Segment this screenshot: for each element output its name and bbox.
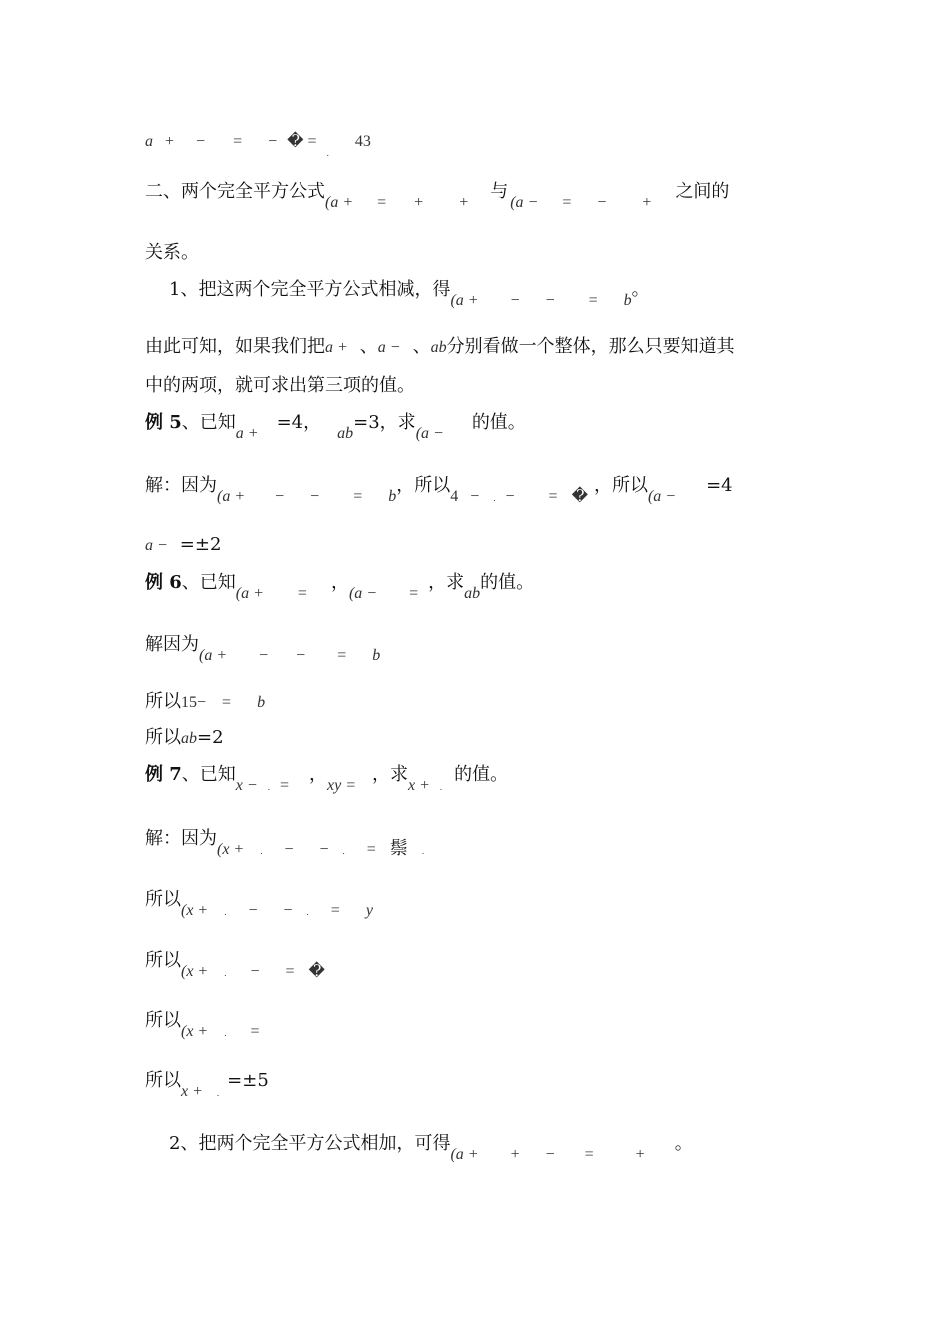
line-6: 中的两项，就可求出第三项的值。 [145,375,415,396]
example-label: 例 7 [145,764,182,785]
example-7-solution: 解：因为(x + $_.$ − − $_.$ = 鬃 $_.$ [145,828,425,859]
line-19: 所以x + $_.$=±5 [145,1070,269,1100]
example-5-line: 例 5、已知a +=4，ab=3，求(a −的值。 [145,412,526,442]
example-6-line: 例 6、已知(a + =，(a − =，求ab的值。 [145,572,535,602]
line-1: a + − = − � $=_.43$ [145,133,371,158]
line-13: 所以ab=2 [145,727,224,748]
line-5: 由此可知，如果我们把a + 、a − 、ab分别看做一个整体，那么只要知道其 [145,336,735,357]
line-4: 1、把这两个完全平方公式相减，得(a + − − = b。 [169,279,650,309]
line-12: 所以15− = b [145,691,266,712]
example-7-line: 例 7、已知x − $_.$ =，xy =，求x + $_.$的值。 [145,764,509,794]
example-5-solution: 解：因为(a + − − = b，所以4 − $_.$ − = �，所以(a −=4 [145,475,733,505]
line-9: a − =±2 [145,534,222,555]
line-20: 2、把两个完全平方公式相加，可得(a + + − = +。 [169,1133,693,1163]
line-17: 所以(x + $_.$ − = � [145,950,325,980]
math-var: a [145,133,153,150]
example-label: 例 6 [145,572,182,593]
line-18: 所以(x + $_.$ = [145,1010,260,1040]
line-16: 所以(x + $_.$ − − $_.$ = y [145,889,373,919]
example-6-solution: 解因为(a + − − = b [145,634,381,664]
line-2: 二、两个完全平方公式(a + = + +与(a − = − +之间的 [145,181,730,211]
example-label: 例 5 [145,412,182,433]
line-3: 关系。 [145,242,199,263]
